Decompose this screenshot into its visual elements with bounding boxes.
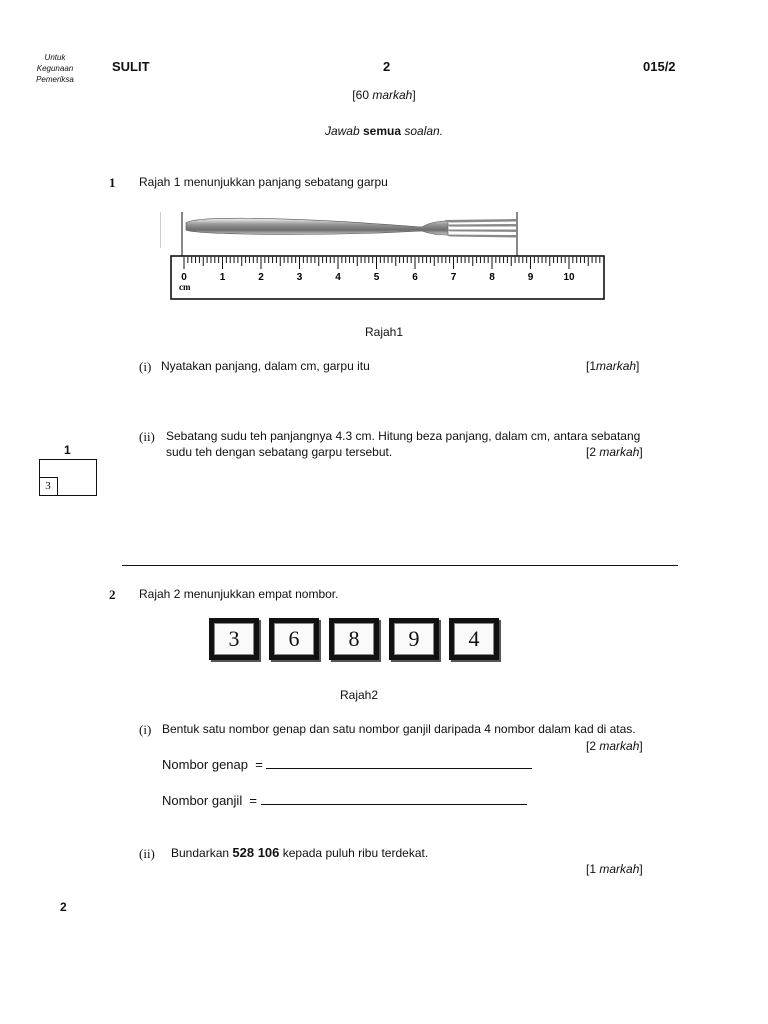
- number-card: [269, 618, 319, 660]
- q1-part-ii-line-2: sudu teh dengan sebatang garpu tersebut.: [166, 445, 393, 459]
- marks-word: markah: [599, 445, 640, 459]
- even-number-label: Nombor genap =: [162, 757, 263, 772]
- even-number-row: [162, 757, 532, 772]
- ruler-number: 10: [563, 272, 575, 283]
- q1-part-ii-line-1: Sebatang sudu teh panjangnya 4.3 cm. Hitung beza panjang, dalam cm, antara sebatang: [166, 429, 641, 443]
- question-2-prompt: Rajah 2 menunjukkan empat nombor.: [139, 587, 339, 601]
- score-box-label: 1: [64, 443, 71, 457]
- ruler: [171, 256, 604, 299]
- figure-2-caption: Rajah2: [340, 688, 379, 702]
- instruction-post: soalan.: [404, 124, 444, 138]
- odd-number-answer-line[interactable]: [261, 794, 527, 805]
- q2-part-i-roman: (i): [139, 722, 152, 737]
- odd-number-row: [162, 793, 527, 808]
- number-card-value: 8: [334, 623, 374, 655]
- marks-word: markah: [599, 862, 640, 876]
- marks-number: 1: [589, 862, 597, 876]
- total-marks: [60 markah]: [352, 88, 416, 102]
- ruler-number: 8: [489, 272, 495, 283]
- q1-part-ii-marks: [2 markah]: [586, 445, 643, 459]
- examiner-note-line: Kegunaan: [36, 64, 74, 73]
- ruler-number: 9: [527, 272, 534, 283]
- question-1-prompt: Rajah 1 menunjukkan panjang sebatang garpu: [139, 175, 388, 189]
- ruler-number: 3: [296, 272, 303, 283]
- q2-part-ii-roman: (ii): [139, 846, 155, 861]
- q1-part-ii-roman: (ii): [139, 429, 155, 444]
- number-card: [449, 618, 499, 660]
- examiner-note-line: Pemeriksa: [36, 75, 74, 84]
- question-2-number: 2: [109, 587, 116, 602]
- ruler-number: 2: [258, 272, 264, 283]
- even-number-answer-line[interactable]: [266, 758, 532, 769]
- q2-part-i-marks: [2 markah]: [586, 739, 643, 753]
- section-divider: [122, 565, 678, 566]
- marks-number: 1: [589, 359, 597, 373]
- number-card-value: 3: [214, 623, 254, 655]
- q2-part-i-text: Bentuk satu nombor genap dan satu nombor ganjil daripada 4 nombor dalam kad di atas.: [162, 722, 636, 736]
- number-card-value: 9: [394, 623, 434, 655]
- q2-part-ii-post: kepada puluh ribu terdekat.: [282, 846, 429, 860]
- number-card: [389, 618, 439, 660]
- marks-number: 2: [589, 445, 597, 459]
- number-card-value: 6: [274, 623, 314, 655]
- ruler-number: 1: [219, 272, 226, 283]
- marks-number: 2: [589, 739, 597, 753]
- number-card-value: 4: [454, 623, 494, 655]
- instruction-pre: Jawab: [324, 124, 360, 138]
- examiner-note-line: Untuk: [44, 53, 66, 62]
- score-max: 3: [39, 477, 58, 495]
- odd-number-label: Nombor ganjil =: [162, 793, 258, 808]
- q2-part-ii-number: 528 106: [232, 845, 280, 860]
- number-card: [329, 618, 379, 660]
- ruler-number: 0: [181, 272, 187, 283]
- q1-part-i-text: Nyatakan panjang, dalam cm, garpu itu: [161, 359, 370, 373]
- ruler-number: 6: [412, 272, 418, 283]
- total-marks-number: 60: [355, 88, 369, 102]
- q2-part-ii-marks: [1 markah]: [586, 862, 643, 876]
- q1-part-i-roman: (i): [139, 359, 152, 374]
- marks-word: markah: [599, 739, 640, 753]
- score-box-label: 2: [60, 900, 67, 914]
- q1-part-i-marks: [1markah]: [586, 359, 640, 373]
- number-card: [209, 618, 259, 660]
- q2-part-ii-text: [171, 845, 428, 860]
- header-page-number: 2: [383, 59, 391, 74]
- header-sulit: SULIT: [112, 59, 150, 74]
- figure-fork-ruler: [160, 208, 608, 304]
- question-1-number: 1: [109, 175, 116, 190]
- ruler-number: 7: [450, 272, 457, 283]
- examiner-note: [30, 52, 80, 85]
- figure-1-caption: Rajah1: [364, 325, 404, 339]
- total-marks-word: markah: [372, 88, 413, 102]
- fork-icon: [186, 218, 516, 237]
- header-paper-code: 015/2: [643, 59, 676, 74]
- q2-part-ii-pre: Bundarkan: [171, 846, 230, 860]
- marks-word: markah: [596, 359, 637, 373]
- ruler-unit: cm: [179, 282, 191, 292]
- ruler-number: 4: [335, 272, 341, 283]
- ruler-number: 5: [373, 272, 380, 283]
- instruction-bold: semua: [362, 124, 401, 138]
- instruction: [0, 124, 768, 138]
